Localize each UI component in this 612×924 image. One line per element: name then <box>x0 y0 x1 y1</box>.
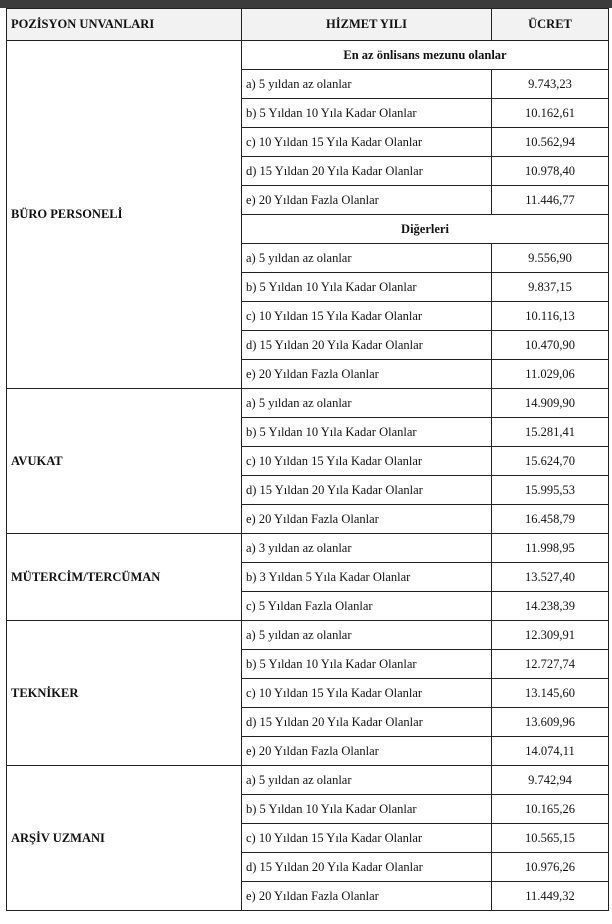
service-years-cell: d) 15 Yıldan 20 Yıla Kadar Olanlar <box>242 157 492 186</box>
pay-amount-cell: 10.565,15 <box>492 824 609 853</box>
pay-amount-cell: 16.458,79 <box>492 505 609 534</box>
position-title: AVUKAT <box>7 389 242 534</box>
service-years-cell: d) 15 Yıldan 20 Yıla Kadar Olanlar <box>242 853 492 882</box>
service-years-cell: e) 20 Yıldan Fazla Olanlar <box>242 737 492 766</box>
service-years-cell: c) 10 Yıldan 15 Yıla Kadar Olanlar <box>242 447 492 476</box>
pay-amount-cell: 10.162,61 <box>492 99 609 128</box>
pay-amount-cell: 15.624,70 <box>492 447 609 476</box>
service-years-cell: a) 3 yıldan az olanlar <box>242 534 492 563</box>
pay-amount-cell: 10.165,26 <box>492 795 609 824</box>
pay-amount-cell: 12.309,91 <box>492 621 609 650</box>
service-years-cell: c) 10 Yıldan 15 Yıla Kadar Olanlar <box>242 302 492 331</box>
pay-amount-cell: 14.238,39 <box>492 592 609 621</box>
pay-amount-cell: 9.837,15 <box>492 273 609 302</box>
pay-amount-cell: 11.998,95 <box>492 534 609 563</box>
service-years-cell: d) 15 Yıldan 20 Yıla Kadar Olanlar <box>242 708 492 737</box>
service-years-cell: a) 5 yıldan az olanlar <box>242 244 492 273</box>
position-title: MÜTERCİM/TERCÜMAN <box>7 534 242 621</box>
service-years-cell: b) 5 Yıldan 10 Yıla Kadar Olanlar <box>242 99 492 128</box>
pay-amount-cell: 14.909,90 <box>492 389 609 418</box>
salary-table <box>6 8 609 911</box>
pay-amount-cell: 13.609,96 <box>492 708 609 737</box>
position-title: TEKNİKER <box>7 621 242 766</box>
header-pay: ÜCRET <box>492 9 609 41</box>
pay-amount-cell: 9.742,94 <box>492 766 609 795</box>
service-years-cell: d) 15 Yıldan 20 Yıla Kadar Olanlar <box>242 331 492 360</box>
service-years-cell: a) 5 yıldan az olanlar <box>242 389 492 418</box>
header-service-years: HİZMET YILI <box>242 9 492 41</box>
section-label: Diğerleri <box>242 215 609 244</box>
service-years-cell: b) 5 Yıldan 10 Yıla Kadar Olanlar <box>242 650 492 679</box>
top-border-strip <box>0 0 612 8</box>
position-title: ARŞİV UZMANI <box>7 766 242 911</box>
service-years-cell: c) 10 Yıldan 15 Yıla Kadar Olanlar <box>242 128 492 157</box>
service-years-cell: a) 5 yıldan az olanlar <box>242 621 492 650</box>
service-years-cell: e) 20 Yıldan Fazla Olanlar <box>242 882 492 911</box>
pay-amount-cell: 10.976,26 <box>492 853 609 882</box>
pay-amount-cell: 14.074,11 <box>492 737 609 766</box>
pay-amount-cell: 9.556,90 <box>492 244 609 273</box>
section-label: En az önlisans mezunu olanlar <box>242 41 609 70</box>
pay-amount-cell: 15.995,53 <box>492 476 609 505</box>
pay-amount-cell: 12.727,74 <box>492 650 609 679</box>
service-years-cell: e) 20 Yıldan Fazla Olanlar <box>242 505 492 534</box>
service-years-cell: e) 20 Yıldan Fazla Olanlar <box>242 360 492 389</box>
service-years-cell: b) 5 Yıldan 10 Yıla Kadar Olanlar <box>242 418 492 447</box>
section-row <box>7 41 609 70</box>
table-body <box>7 41 609 911</box>
service-years-cell: a) 5 yıldan az olanlar <box>242 766 492 795</box>
service-years-cell: c) 10 Yıldan 15 Yıla Kadar Olanlar <box>242 679 492 708</box>
pay-amount-cell: 11.029,06 <box>492 360 609 389</box>
table-header-row <box>7 9 609 41</box>
pay-amount-cell: 15.281,41 <box>492 418 609 447</box>
service-years-cell: b) 5 Yıldan 10 Yıla Kadar Olanlar <box>242 273 492 302</box>
service-years-cell: a) 5 yıldan az olanlar <box>242 70 492 99</box>
pay-amount-cell: 9.743,23 <box>492 70 609 99</box>
pay-amount-cell: 11.449,32 <box>492 882 609 911</box>
service-years-cell: b) 3 Yıldan 5 Yıla Kadar Olanlar <box>242 563 492 592</box>
table-row <box>7 534 609 563</box>
service-years-cell: e) 20 Yıldan Fazla Olanlar <box>242 186 492 215</box>
header-position: POZİSYON UNVANLARI <box>7 9 242 41</box>
pay-amount-cell: 13.145,60 <box>492 679 609 708</box>
pay-amount-cell: 13.527,40 <box>492 563 609 592</box>
position-title: BÜRO PERSONELİ <box>7 41 242 389</box>
table-row <box>7 766 609 795</box>
pay-amount-cell: 11.446,77 <box>492 186 609 215</box>
table-row <box>7 621 609 650</box>
service-years-cell: d) 15 Yıldan 20 Yıla Kadar Olanlar <box>242 476 492 505</box>
service-years-cell: b) 5 Yıldan 10 Yıla Kadar Olanlar <box>242 795 492 824</box>
pay-amount-cell: 10.978,40 <box>492 157 609 186</box>
table-row <box>7 389 609 418</box>
pay-amount-cell: 10.116,13 <box>492 302 609 331</box>
service-years-cell: c) 5 Yıldan Fazla Olanlar <box>242 592 492 621</box>
pay-amount-cell: 10.562,94 <box>492 128 609 157</box>
service-years-cell: c) 10 Yıldan 15 Yıla Kadar Olanlar <box>242 824 492 853</box>
pay-amount-cell: 10.470,90 <box>492 331 609 360</box>
